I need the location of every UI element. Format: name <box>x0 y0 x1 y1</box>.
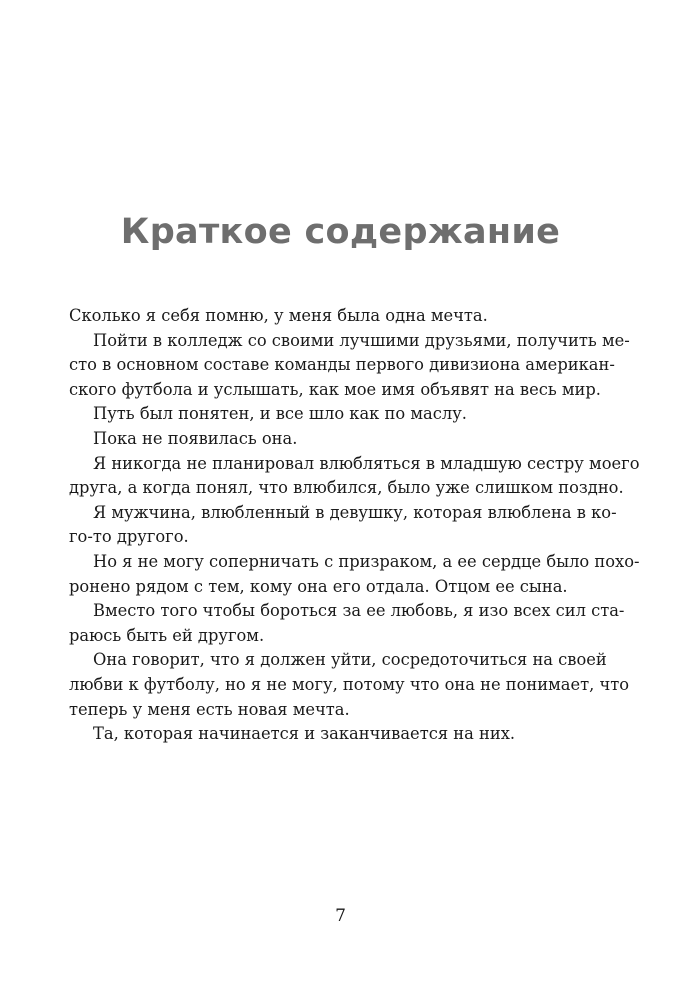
text-line: го-то другого. <box>69 527 189 547</box>
text-line: Я никогда не планировал влюбляться в младшую сестру моего <box>93 453 640 473</box>
text-line: друга, а когда понял, что влюбился, было уже слишком поздно. <box>69 478 624 498</box>
summary-text <box>69 304 640 747</box>
text-line: Но я не могу соперничать с призраком, а ее сердце было похо- <box>93 551 640 571</box>
page-number: 7 <box>335 906 346 926</box>
text-line: Пока не появилась она. <box>93 428 298 448</box>
text-line: Сколько я себя помню, у меня была одна мечта. <box>69 306 488 325</box>
text-line: Та, которая начинается и заканчивается на них. <box>93 724 516 744</box>
text-line: Пойти в колледж со своими лучшими друзьями, получить ме- <box>93 330 630 350</box>
text-line: сто в основном составе команды первого дивизиона американ- <box>69 355 615 375</box>
chapter-heading: Краткое содержание <box>120 212 561 252</box>
text-line: раюсь быть ей другом. <box>69 625 265 645</box>
text-line: Вместо того чтобы бороться за ее любовь, я изо всех сил ста- <box>93 601 625 621</box>
text-line: любви к футболу, но я не могу, потому что она не понимает, что <box>69 674 630 694</box>
text-line: Я мужчина, влюбленный в девушку, которая влюблена в ко- <box>93 502 617 522</box>
text-line: Она говорит, что я должен уйти, сосредоточиться на своей <box>93 650 607 670</box>
text-line: Путь был понятен, и все шло как по маслу. <box>93 404 467 424</box>
text-line: ронено рядом с тем, кому она его отдала. Отцом ее сына. <box>69 576 568 596</box>
text-line: ского футбола и услышать, как мое имя объявят на весь мир. <box>69 379 601 399</box>
text-line: теперь у меня есть новая мечта. <box>69 699 350 719</box>
